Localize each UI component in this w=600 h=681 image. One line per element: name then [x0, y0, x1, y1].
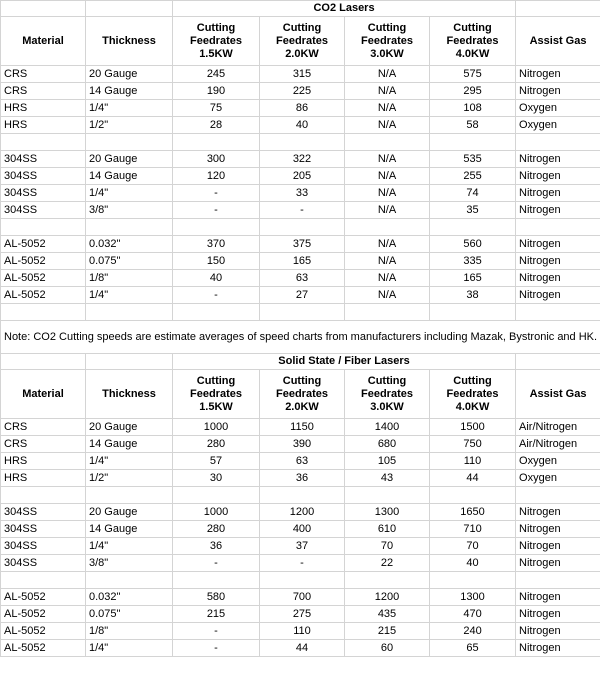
table-cell: 1200 [345, 589, 430, 606]
table-row [1, 521, 600, 538]
table-cell: 75 [173, 100, 260, 117]
table-body [1, 1, 600, 657]
table-cell: 165 [260, 253, 345, 270]
table-row [1, 589, 600, 606]
table-cell: Nitrogen [516, 202, 600, 219]
empty-cell [516, 304, 600, 321]
table-cell: 335 [430, 253, 516, 270]
table-row [1, 538, 600, 555]
table-cell: 60 [345, 640, 430, 657]
empty-cell [260, 219, 345, 236]
table-cell: Nitrogen [516, 270, 600, 287]
empty-cell [86, 487, 173, 504]
table-cell: Nitrogen [516, 287, 600, 304]
table-cell: 710 [430, 521, 516, 538]
table-cell: 435 [345, 606, 430, 623]
column-header: Cutting Feedrates 3.0KW [345, 17, 430, 66]
empty-cell [345, 219, 430, 236]
empty-cell [1, 304, 86, 321]
table-cell: 40 [173, 270, 260, 287]
table-cell: 33 [260, 185, 345, 202]
table-cell: 70 [430, 538, 516, 555]
table-cell: 575 [430, 66, 516, 83]
table-cell: Nitrogen [516, 504, 600, 521]
table-cell: 580 [173, 589, 260, 606]
empty-cell [345, 134, 430, 151]
table-cell: HRS [1, 117, 86, 134]
table-cell: 1/2" [86, 470, 173, 487]
table-cell: 63 [260, 270, 345, 287]
table-cell: 44 [260, 640, 345, 657]
group-spacer-row [1, 572, 600, 589]
table-cell: 680 [345, 436, 430, 453]
table-cell: 1/2" [86, 117, 173, 134]
table-cell: 65 [430, 640, 516, 657]
spacer-row [1, 304, 600, 321]
table-cell: 1/4" [86, 185, 173, 202]
column-header: Cutting Feedrates 1.5KW [173, 17, 260, 66]
table-cell: Nitrogen [516, 83, 600, 100]
table-row [1, 100, 600, 117]
table-cell: Nitrogen [516, 623, 600, 640]
table-row [1, 236, 600, 253]
fiber-section-title: Solid State / Fiber Lasers [173, 354, 516, 370]
table-cell: 1/4" [86, 453, 173, 470]
table-cell: 3/8" [86, 555, 173, 572]
table-cell: 322 [260, 151, 345, 168]
empty-cell [173, 487, 260, 504]
table-cell: 304SS [1, 185, 86, 202]
table-cell: 304SS [1, 151, 86, 168]
empty-cell [173, 304, 260, 321]
empty-cell [1, 1, 86, 17]
table-cell: 165 [430, 270, 516, 287]
table-cell: - [260, 202, 345, 219]
table-cell: 14 Gauge [86, 521, 173, 538]
table-cell: 190 [173, 83, 260, 100]
table-cell: 750 [430, 436, 516, 453]
table-cell: N/A [345, 287, 430, 304]
table-cell: 280 [173, 521, 260, 538]
table-cell: 150 [173, 253, 260, 270]
column-header: Assist Gas [516, 17, 600, 66]
table-cell: 1400 [345, 419, 430, 436]
table-cell: - [173, 287, 260, 304]
co2-title-row [1, 1, 600, 17]
table-cell: 304SS [1, 168, 86, 185]
table-cell: 110 [260, 623, 345, 640]
table-cell: AL-5052 [1, 640, 86, 657]
table-cell: 1/8" [86, 270, 173, 287]
table-cell: 225 [260, 83, 345, 100]
table-cell: 304SS [1, 504, 86, 521]
empty-cell [86, 134, 173, 151]
empty-cell [430, 304, 516, 321]
table-cell: N/A [345, 202, 430, 219]
empty-cell [86, 304, 173, 321]
table-cell: - [173, 623, 260, 640]
column-header: Cutting Feedrates 1.5KW [173, 370, 260, 419]
table-cell: Air/Nitrogen [516, 436, 600, 453]
table-cell: N/A [345, 253, 430, 270]
table-row [1, 287, 600, 304]
table-cell: AL-5052 [1, 253, 86, 270]
table-cell: 560 [430, 236, 516, 253]
empty-cell [1, 487, 86, 504]
table-row [1, 453, 600, 470]
table-cell: 370 [173, 236, 260, 253]
table-cell: 40 [430, 555, 516, 572]
table-row [1, 151, 600, 168]
column-header: Thickness [86, 17, 173, 66]
table-cell: - [173, 202, 260, 219]
column-header: Cutting Feedrates 4.0KW [430, 17, 516, 66]
table-cell: 20 Gauge [86, 504, 173, 521]
table-cell: Oxygen [516, 100, 600, 117]
table-cell: - [173, 555, 260, 572]
empty-cell [260, 134, 345, 151]
table-cell: - [173, 185, 260, 202]
group-spacer-row [1, 219, 600, 236]
empty-cell [516, 487, 600, 504]
table-cell: 14 Gauge [86, 168, 173, 185]
table-cell: 255 [430, 168, 516, 185]
empty-cell [516, 219, 600, 236]
table-cell: 390 [260, 436, 345, 453]
table-cell: AL-5052 [1, 236, 86, 253]
table-cell: 1/4" [86, 287, 173, 304]
table-cell: 37 [260, 538, 345, 555]
table-cell: 304SS [1, 521, 86, 538]
table-cell: 0.075" [86, 253, 173, 270]
table-row [1, 253, 600, 270]
table-cell: 86 [260, 100, 345, 117]
group-spacer-row [1, 134, 600, 151]
table-row [1, 606, 600, 623]
empty-cell [1, 134, 86, 151]
empty-cell [173, 572, 260, 589]
table-row [1, 66, 600, 83]
table-cell: 35 [430, 202, 516, 219]
table-cell: N/A [345, 66, 430, 83]
empty-cell [345, 487, 430, 504]
table-cell: 295 [430, 83, 516, 100]
table-cell: 275 [260, 606, 345, 623]
table-cell: AL-5052 [1, 589, 86, 606]
table-cell: N/A [345, 185, 430, 202]
table-cell: 38 [430, 287, 516, 304]
table-cell: 304SS [1, 538, 86, 555]
empty-cell [345, 572, 430, 589]
table-row [1, 117, 600, 134]
table-cell: 1/4" [86, 640, 173, 657]
table-cell: Nitrogen [516, 538, 600, 555]
table-cell: 535 [430, 151, 516, 168]
table-cell: 120 [173, 168, 260, 185]
empty-cell [516, 572, 600, 589]
empty-cell [430, 134, 516, 151]
table-cell: Nitrogen [516, 606, 600, 623]
table-cell: 1000 [173, 504, 260, 521]
table-cell: 40 [260, 117, 345, 134]
table-cell: 0.032" [86, 589, 173, 606]
table-cell: 14 Gauge [86, 83, 173, 100]
table-cell: - [173, 640, 260, 657]
table-cell: 240 [430, 623, 516, 640]
table-cell: 14 Gauge [86, 436, 173, 453]
table-cell: AL-5052 [1, 623, 86, 640]
co2-header-row [1, 17, 600, 66]
table-cell: 74 [430, 185, 516, 202]
table-cell: 30 [173, 470, 260, 487]
table-cell: CRS [1, 66, 86, 83]
table-cell: Nitrogen [516, 236, 600, 253]
table-cell: 0.032" [86, 236, 173, 253]
column-header: Material [1, 17, 86, 66]
table-cell: 315 [260, 66, 345, 83]
table-cell: 0.075" [86, 606, 173, 623]
fiber-title-row [1, 354, 600, 370]
table-cell: 43 [345, 470, 430, 487]
table-cell: N/A [345, 270, 430, 287]
table-row [1, 623, 600, 640]
table-cell: 304SS [1, 555, 86, 572]
table-cell: - [260, 555, 345, 572]
table-cell: 1/4" [86, 100, 173, 117]
table-cell: Nitrogen [516, 521, 600, 538]
empty-cell [430, 219, 516, 236]
table-cell: Nitrogen [516, 66, 600, 83]
table-cell: Nitrogen [516, 555, 600, 572]
table-cell: 245 [173, 66, 260, 83]
table-cell: 304SS [1, 202, 86, 219]
table-cell: Nitrogen [516, 253, 600, 270]
table-cell: 1150 [260, 419, 345, 436]
table-cell: 215 [173, 606, 260, 623]
table-cell: Oxygen [516, 117, 600, 134]
empty-cell [86, 572, 173, 589]
column-header: Cutting Feedrates 2.0KW [260, 17, 345, 66]
table-row [1, 555, 600, 572]
table-cell: 105 [345, 453, 430, 470]
empty-cell [1, 572, 86, 589]
column-header: Thickness [86, 370, 173, 419]
note-row [1, 321, 600, 354]
table-cell: CRS [1, 83, 86, 100]
table-cell: 205 [260, 168, 345, 185]
table-row [1, 436, 600, 453]
table-cell: N/A [345, 151, 430, 168]
empty-cell [173, 219, 260, 236]
table-cell: 28 [173, 117, 260, 134]
table-cell: 1300 [345, 504, 430, 521]
table-cell: N/A [345, 168, 430, 185]
table-cell: AL-5052 [1, 606, 86, 623]
table-cell: 280 [173, 436, 260, 453]
table-cell: 1650 [430, 504, 516, 521]
empty-cell [260, 304, 345, 321]
table-cell: AL-5052 [1, 287, 86, 304]
table-row [1, 168, 600, 185]
table-cell: 20 Gauge [86, 151, 173, 168]
column-header: Cutting Feedrates 4.0KW [430, 370, 516, 419]
table-cell: N/A [345, 236, 430, 253]
table-cell: 1300 [430, 589, 516, 606]
table-cell: 20 Gauge [86, 419, 173, 436]
fiber-header-row [1, 370, 600, 419]
table-cell: 22 [345, 555, 430, 572]
column-header: Cutting Feedrates 2.0KW [260, 370, 345, 419]
column-header: Cutting Feedrates 3.0KW [345, 370, 430, 419]
table-cell: HRS [1, 470, 86, 487]
column-header: Assist Gas [516, 370, 600, 419]
table-cell: 27 [260, 287, 345, 304]
table-cell: N/A [345, 100, 430, 117]
table-cell: 375 [260, 236, 345, 253]
empty-cell [1, 219, 86, 236]
table-cell: 700 [260, 589, 345, 606]
empty-cell [430, 487, 516, 504]
cutting-speed-note: Note: CO2 Cutting speeds are estimate averages of speed charts from manufacturers including Mazak, Bystronic and HK. [1, 321, 600, 354]
table-cell: HRS [1, 100, 86, 117]
empty-cell [260, 487, 345, 504]
table-cell: CRS [1, 436, 86, 453]
empty-cell [86, 219, 173, 236]
table-row [1, 419, 600, 436]
table-cell: 108 [430, 100, 516, 117]
empty-cell [516, 134, 600, 151]
co2-section-title: CO2 Lasers [173, 1, 516, 17]
table-cell: Nitrogen [516, 640, 600, 657]
table-row [1, 504, 600, 521]
table-cell: 215 [345, 623, 430, 640]
table-cell: 1/4" [86, 538, 173, 555]
table-cell: N/A [345, 83, 430, 100]
empty-cell [86, 354, 173, 370]
empty-cell [173, 134, 260, 151]
group-spacer-row [1, 487, 600, 504]
table-cell: 400 [260, 521, 345, 538]
table-row [1, 470, 600, 487]
table-row [1, 270, 600, 287]
table-row [1, 83, 600, 100]
table-cell: 1500 [430, 419, 516, 436]
table-cell: 300 [173, 151, 260, 168]
table-cell: AL-5052 [1, 270, 86, 287]
table-cell: 1200 [260, 504, 345, 521]
table-cell: Nitrogen [516, 168, 600, 185]
table-cell: Nitrogen [516, 151, 600, 168]
table-cell: 36 [173, 538, 260, 555]
empty-cell [430, 572, 516, 589]
table-cell: Oxygen [516, 470, 600, 487]
table-cell: 470 [430, 606, 516, 623]
empty-cell [516, 1, 600, 17]
table-cell: 1/8" [86, 623, 173, 640]
empty-cell [260, 572, 345, 589]
table-cell: 57 [173, 453, 260, 470]
table-cell: Oxygen [516, 453, 600, 470]
empty-cell [86, 1, 173, 17]
table-row [1, 202, 600, 219]
table-cell: CRS [1, 419, 86, 436]
table-cell: 44 [430, 470, 516, 487]
table-cell: 70 [345, 538, 430, 555]
table-cell: 3/8" [86, 202, 173, 219]
table-cell: 1000 [173, 419, 260, 436]
table-cell: HRS [1, 453, 86, 470]
table-cell: Nitrogen [516, 185, 600, 202]
table-cell: 610 [345, 521, 430, 538]
table-cell: Nitrogen [516, 589, 600, 606]
empty-cell [345, 304, 430, 321]
table-cell: N/A [345, 117, 430, 134]
table-row [1, 640, 600, 657]
table-cell: 58 [430, 117, 516, 134]
empty-cell [1, 354, 86, 370]
table-cell: 63 [260, 453, 345, 470]
table-cell: 36 [260, 470, 345, 487]
table-row [1, 185, 600, 202]
table-cell: 110 [430, 453, 516, 470]
empty-cell [516, 354, 600, 370]
table-cell: Air/Nitrogen [516, 419, 600, 436]
column-header: Material [1, 370, 86, 419]
table-cell: 20 Gauge [86, 66, 173, 83]
